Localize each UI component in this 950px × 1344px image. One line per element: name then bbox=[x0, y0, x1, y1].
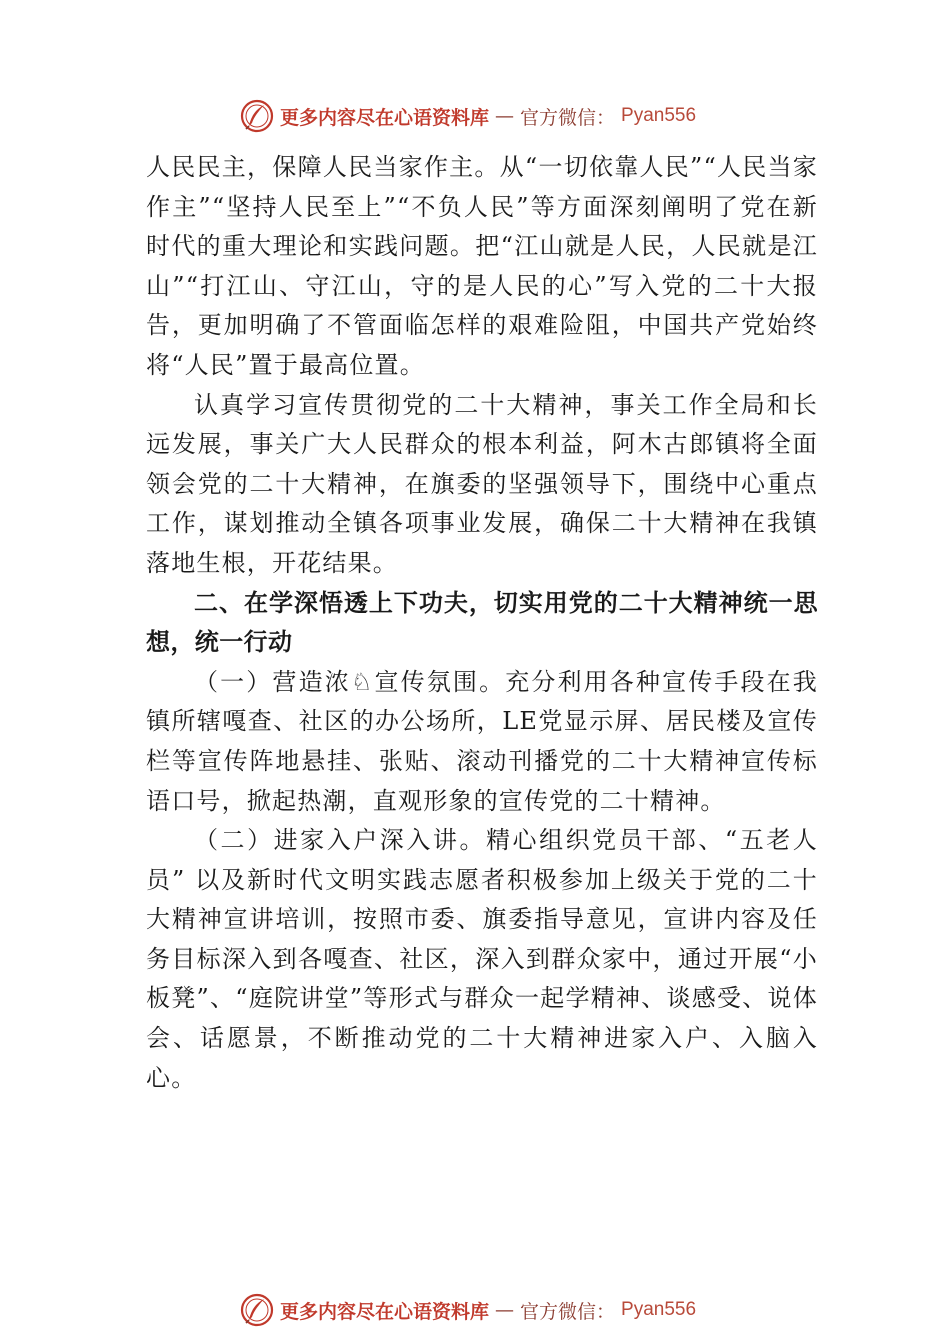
banner-official-label: 官方微信： bbox=[520, 106, 616, 129]
quill-pen-icon bbox=[240, 99, 274, 133]
paragraph-4: （二）进家入户深入讲。精心组织党员干部、“五老人员” 以及新时代文明实践志愿者积极参加上级关于党的二十大精神宣讲培训，按照市委、旗委指导意见，宣讲内容及任务目标深入到各嘎查、社区，深入到群众家中，通过开展“小板凳”、“庭院讲堂”等形式与群众一起学精神、谈感受、说体会、话愿景，不断推动党的二十大精神进家入户、入脑入心。 bbox=[146, 826, 818, 1092]
section-heading-2: 二、在学深悟透上下功夫，切实用党的二十大精神统一思想，统一行动 bbox=[146, 588, 818, 657]
banner-official-label: 官方微信： bbox=[520, 1300, 616, 1323]
banner-title: 更多内容尽在心语资料库 bbox=[280, 1300, 490, 1323]
banner-handle: Pyan556 bbox=[621, 105, 697, 126]
paragraph-1: 人民民主，保障人民当家作主。从“一切依靠人民”“人民当家作主”“坚持人民至上”“不负人民”等方面深刻阐明了党在新时代的重大理论和实践问题。把“江山就是人民，人民就是江山”“打江山、守江山，守的是人民的心”写入党的二十大报告，更加明确了不管面临怎样的艰难险阻，中国共产党始终将“人民”置于最高位置。 bbox=[146, 153, 818, 379]
paragraph-2: 认真学习宣传贯彻党的二十大精神，事关工作全局和长远发展，事关广大人民群众的根本利益，阿木古郎镇将全面领会党的二十大精神，在旗委的坚强领导下，围绕中心重点工作，谋划推动全镇各项事业发展，确保二十大精神在我镇落地生根，开花结果。 bbox=[146, 390, 818, 577]
paragraph-3: （一）营造浓♘宣传氛围。充分利用各种宣传手段在我镇所辖嘎查、社区的办公场所，LE党显示屏、居民楼及宣传栏等宣传阵地悬挂、张贴、滚动刊播党的二十大精神宣传标语口号，掀起热潮，直观形象的宣传党的二十精神。 bbox=[146, 667, 818, 815]
banner-dash: — bbox=[495, 1299, 515, 1321]
quill-pen-icon bbox=[240, 1293, 274, 1327]
banner-dash: — bbox=[495, 105, 515, 127]
header-banner bbox=[240, 96, 760, 136]
footer-banner bbox=[240, 1290, 760, 1330]
banner-title: 更多内容尽在心语资料库 bbox=[280, 106, 490, 129]
banner-handle: Pyan556 bbox=[621, 1299, 697, 1320]
document-body bbox=[146, 148, 818, 1098]
